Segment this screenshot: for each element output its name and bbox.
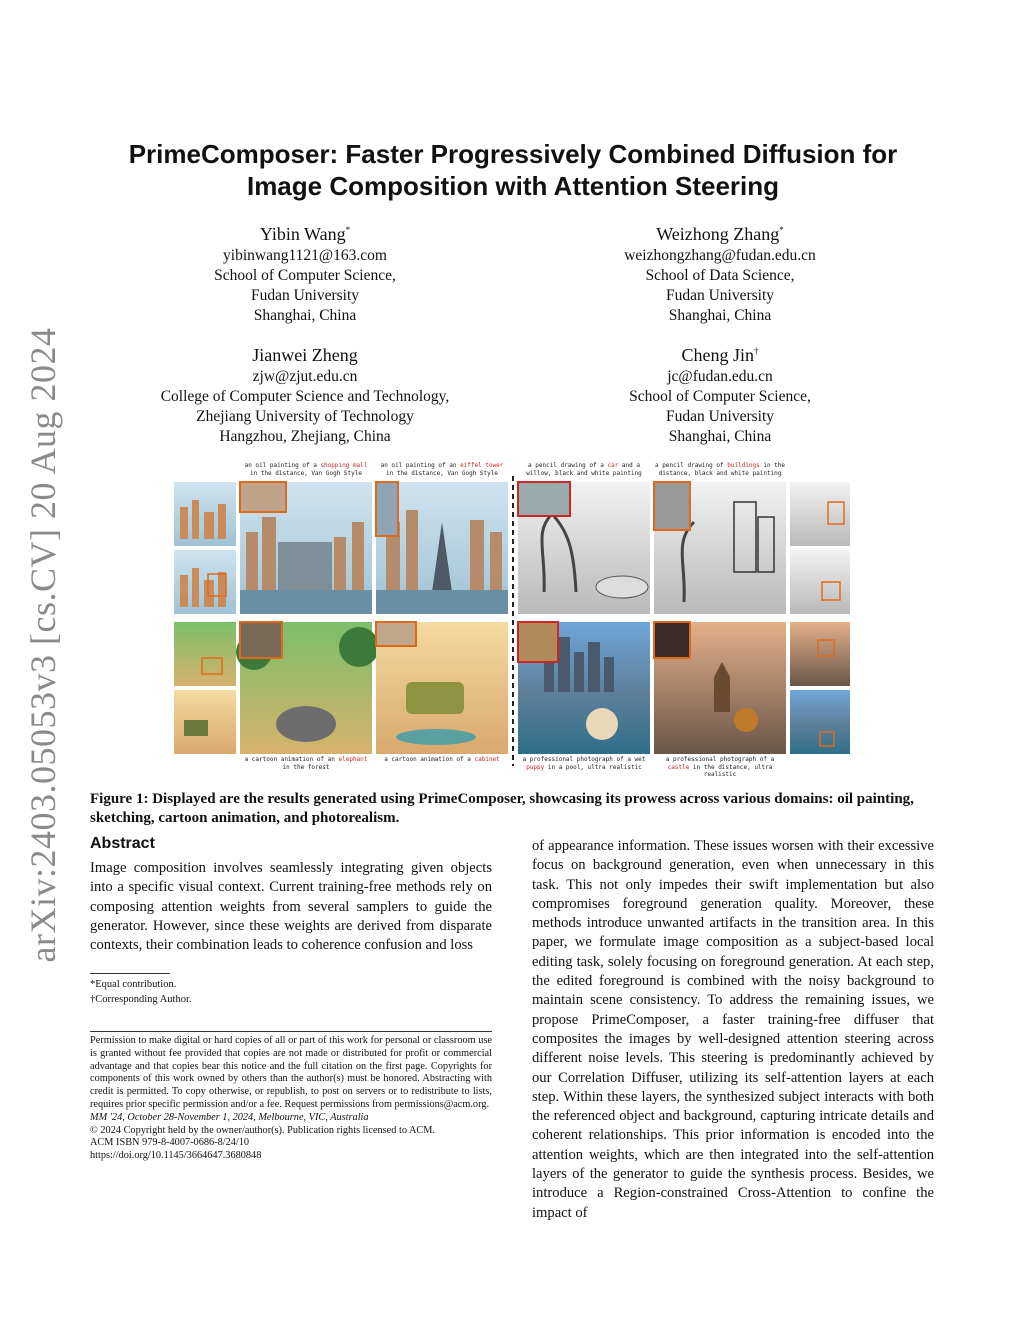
figure-caption: Figure 1: Displayed are the results generated using PrimeComposer, showcasing its prowess across various domains: oil painting, sketching, cartoon animation, and photorealism. [90,791,914,826]
author-affiliation: Fudan University [250,287,360,304]
footnote-corresponding-author: †Corresponding Author. [90,994,192,1005]
author-mark: * [779,225,784,235]
author-email: weizhongzhang@fudan.edu.cn [624,247,816,264]
author-mark: * [345,225,351,235]
permission-rule [90,1031,492,1032]
photograph-row [518,622,850,754]
figure-prompt: a pencil drawing of a car and a willow, black and white painting [526,462,642,477]
footnote-rule [90,973,170,974]
footnote-equal-contribution: *Equal contribution. [90,979,177,990]
figure-prompt: a pencil drawing of buildings in the distance, black and white painting [654,462,786,477]
author-mark: † [754,346,759,356]
abstract-heading: Abstract [90,835,155,852]
author-name: Jianwei Zheng [252,345,358,365]
pencil-drawing-row [518,482,850,614]
figure-prompt: a cartoon animation of an elephant in the forest [244,756,368,771]
author-name: Yibin Wang [259,224,346,244]
title-line-2: Image Composition with Attention Steering [246,171,780,201]
author-name: Cheng Jin [681,345,754,365]
author-affiliation: School of Computer Science, [214,267,396,284]
venue: MM '24, October 28-November 1, 2024, Melbourne, VIC, Australia [90,1111,369,1123]
author-affiliation: Fudan University [665,287,775,304]
author-block-3 [135,339,475,447]
author-affiliation: School of Computer Science, [629,388,811,405]
figure-1 [174,462,850,778]
author-affiliation: Zhejiang University of Technology [196,408,414,425]
paper-title [90,138,936,202]
author-affiliation: Shanghai, China [668,307,772,324]
abstract-left-column: Image composition involves seamlessly integrating given objects into a specific visual context. Current training-free methods rely on composing attention weights from several samplers to guide the generator. However, since these weights are derived from disparate contexts, their combination leads to coherence confusion and loss [90,860,492,954]
author-affiliation: School of Data Science, [645,267,795,284]
author-name: Weizhong Zhang [656,224,780,244]
figure-prompt: a cartoon animation of a cabinet [384,756,500,763]
author-affiliation: Fudan University [665,408,775,425]
author-email: yibinwang1121@163.com [223,247,387,264]
author-affiliation: Hangzhou, Zhejiang, China [219,428,391,445]
arxiv-stamp: arXiv:2403.05053v3 [cs.CV] 20 Aug 2024 [23,327,63,963]
author-block-4 [575,339,865,447]
author-email: zjw@zjut.edu.cn [252,368,358,385]
copyright: © 2024 Copyright held by the owner/author(s). Publication rights licensed to ACM. [90,1124,436,1136]
doi-link[interactable]: https://doi.org/10.1145/3664647.3680848 [90,1150,262,1162]
author-affiliation: Shanghai, China [253,307,357,324]
cartoon-row [174,622,508,754]
isbn: ACM ISBN 979-8-4007-0686-8/24/10 [90,1137,250,1149]
author-block-2 [575,218,865,326]
permission-block [90,1035,492,1163]
figure-prompt: an oil painting of an eiffel tower in the distance, Van Gogh Style [380,462,504,477]
figure-image-grid [174,462,850,774]
figure-prompt: a professional photograph of a wet puppy in a pool, ultra realistic [522,756,646,771]
author-email: jc@fudan.edu.cn [667,368,773,385]
figure-prompt: a professional photograph of a castle in the distance, ultra realistic [665,756,775,778]
figure-prompt: an oil painting of a shopping mall in the distance, Van Gogh Style [244,462,368,477]
permission-text: Permission to make digital or hard copies of all or part of this work for personal or classroom use is granted without fee provided that copies are not made or distributed for profit or commercial advantage and that copies bear this notice and the full citation on the first page. Copyrights for components of this work owned by others than the author(s) must be honored. Abstracting with credit is permitted. To copy otherwise, or republish, to post on servers or to redistribute to lists, requires prior specific permission and/or a fee. Request permissions from permissions@acm.org. [90,1035,492,1110]
author-affiliation: College of Computer Science and Technology, [160,388,450,405]
author-affiliation: Shanghai, China [668,428,772,445]
author-block-1 [160,218,450,326]
oil-painting-row [174,482,508,614]
title-line-1: PrimeComposer: Faster Progressively Combined Diffusion for [128,139,898,169]
abstract-right-column: of appearance information. These issues worsen with their excessive focus on background generation, even when unnecessary in this task. This not only impedes their swift implementation but also compromises foreground generation quality. Moreover, these methods introduce unwanted artifacts in the transition area. In this paper, we formulate image composition as a subject-based local editing task, solely focusing on foreground generation. At each step, the edited foreground is combined with the noisy background to maintain scene consistency. To address the remaining issues, we propose PrimeComposer, a faster training-free diffuser that composites the images by well-designed attention steering across different noise levels. This steering is predominantly achieved by our Correlation Diffuser, utilizing its self-attention layers at each step. Within these layers, the synthesized subject interacts with both the referenced object and background, capturing intricate details and coherent relationships. This prior information is encoded into the attention weights, which are then integrated into the self-attention layers of the generator to guide the synthesis process. Besides, we introduce a Region-constrained Cross-Attention to confine the impact of [532,838,934,1221]
